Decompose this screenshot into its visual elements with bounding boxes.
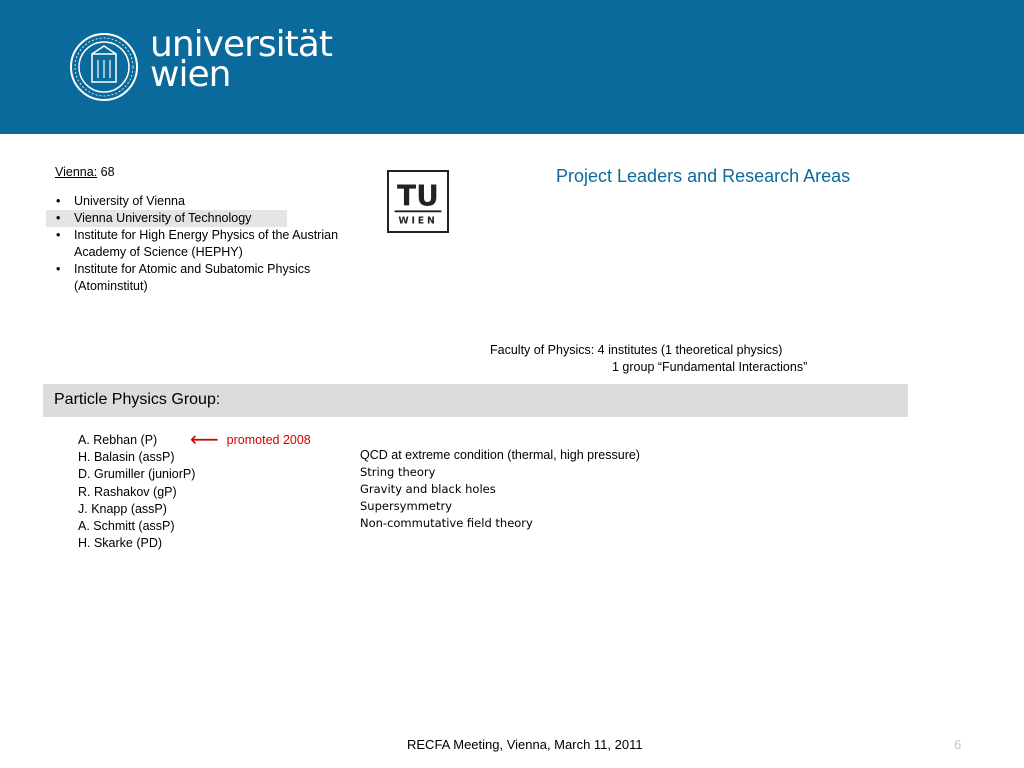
vienna-label: Vienna: [55,165,98,179]
tu-wien-logo [387,170,449,233]
member-item: A. Schmitt (assP) [78,519,175,534]
vienna-count [55,165,115,179]
member-item: H. Balasin (assP) [78,450,175,465]
member-item: H. Skarke (PD) [78,536,163,551]
promotion-note [190,429,311,451]
institution-list [46,193,350,295]
list-item: • Institute for High Energy Physics of the Austrian Academy of Science (HEPHY) [56,228,339,259]
section-title: Particle Physics Group: [54,391,221,408]
faculty-line-2: 1 group “Fundamental Interactions” [612,360,808,374]
university-wordmark [150,24,332,95]
university-seal-icon [69,32,139,102]
member-item: J. Knapp (assP) [78,501,167,516]
promotion-text: promoted 2008 [226,433,311,447]
brand-line-2: wien [150,54,231,95]
left-arrow-icon: ⟵ [190,429,219,451]
research-area-item: String theory [360,465,436,479]
tu-logo-top: TU [397,179,439,213]
list-item-highlighted: • Vienna University of Technology [46,210,287,227]
section-header-bar [43,384,908,417]
member-list [78,432,195,552]
list-item: • Institute for Atomic and Subatomic Physics (Atominstitut) [56,262,311,293]
list-item: • University of Vienna [56,194,185,208]
header-banner [0,0,1024,134]
tu-logo-bottom: WIEN [398,215,438,227]
page-title: Project Leaders and Research Areas [556,166,851,186]
research-area-item: Gravity and black holes [360,482,496,496]
research-area-item: Non-commutative field theory [360,516,533,530]
member-item: A. Rebhan (P) [78,433,158,447]
research-area-item: Supersymmetry [360,499,453,513]
member-item: R. Rashakov (gP) [78,484,177,499]
research-area-head: QCD at extreme condition (thermal, high pressure) [360,448,640,462]
faculty-line-1: Faculty of Physics: 4 institutes (1 theoretical physics) [490,343,783,357]
page-number: 6 [954,737,962,752]
member-item: D. Grumiller (juniorP) [78,467,196,482]
faculty-info [490,342,807,376]
research-areas [360,447,640,532]
vienna-number: 68 [100,165,115,179]
brand-line-1: universität [150,24,332,65]
footer-text: RECFA Meeting, Vienna, March 11, 2011 [407,737,643,752]
